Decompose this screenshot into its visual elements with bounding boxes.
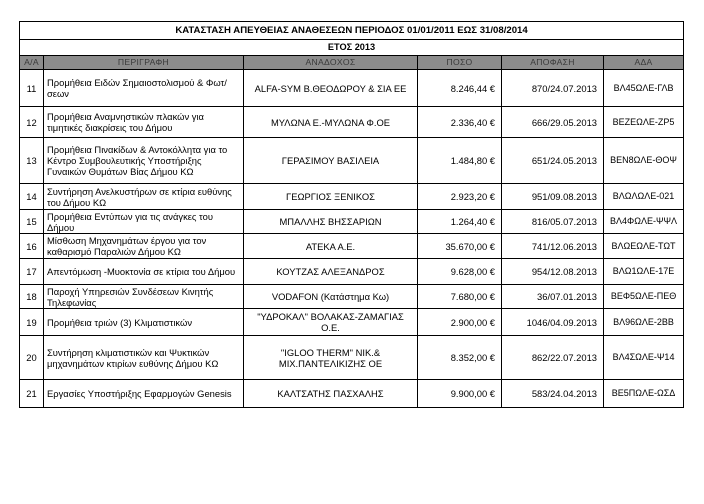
row-description: Προμήθεια τριών (3) Κλιματιστικών (44, 309, 244, 336)
row-ada: ΒΛ4ΦΩΛΕ-ΨΨΛ (604, 210, 684, 234)
header-supplier: ΑΝΑΔΟΧΟΣ (244, 56, 418, 70)
row-supplier: "ΥΔΡΟΚΑΛ" ΒΟΛΑΚΑΣ-ΖΑΜΑΓΙΑΣ Ο.Ε. (244, 309, 418, 336)
row-number: 12 (20, 107, 44, 138)
row-supplier: "IGLOO THERM" ΝΙΚ.& ΜΙΧ.ΠΑΝΤΕΛΙΚΙΖΗΣ ΟΕ (244, 336, 418, 380)
row-amount: 8.352,00 € (418, 336, 502, 380)
row-amount: 9.628,00 € (418, 259, 502, 285)
row-decision: 951/09.08.2013 (502, 184, 604, 210)
header-amount: ΠΟΣΟ (418, 56, 502, 70)
row-ada: ΒΕΖΕΩΛΕ-ΖΡ5 (604, 107, 684, 138)
row-ada: ΒΛΩ1ΩΛΕ-17Ε (604, 259, 684, 285)
row-description: Απεντόμωση -Μυοκτονία σε κτίρια του Δήμου (44, 259, 244, 285)
row-number: 20 (20, 336, 44, 380)
header-ada: ΑΔΑ (604, 56, 684, 70)
row-amount: 2.900,00 € (418, 309, 502, 336)
row-description: Προμήθεια Ειδών Σημαιοστολισμού & Φωτ/σεων (44, 70, 244, 107)
row-number: 15 (20, 210, 44, 234)
row-amount: 8.246,44 € (418, 70, 502, 107)
row-description: Μίσθωση Μηχανημάτων έργου για τον καθαρισμό Παραλιών Δήμου ΚΩ (44, 234, 244, 259)
row-ada: ΒΛΩΕΩΛΕ-ΤΩΤ (604, 234, 684, 259)
row-amount: 9.900,00 € (418, 380, 502, 408)
row-amount: 2.923,20 € (418, 184, 502, 210)
header-row (20, 56, 684, 70)
row-supplier: ΓΕΩΡΓΙΟΣ ΞΕΝΙΚΟΣ (244, 184, 418, 210)
table-row (20, 70, 684, 107)
row-number: 17 (20, 259, 44, 285)
row-description: Προμήθεια Εντύπων για τις ανάγκες του Δήμου (44, 210, 244, 234)
row-amount: 2.336,40 € (418, 107, 502, 138)
row-decision: 862/22.07.2013 (502, 336, 604, 380)
row-supplier: ALFA-SYM Β.ΘΕΟΔΩΡΟΥ & ΣΙΑ ΕΕ (244, 70, 418, 107)
row-description: Προμήθεια Πινακίδων & Αντοκόλλητα για το Κέντρο Συμβουλευτικής Υποστήριξης Γυναικών Θυμάτων Βίας Δήμου ΚΩ (44, 138, 244, 184)
row-ada: ΒΛ96ΩΛΕ-2ΒΒ (604, 309, 684, 336)
row-description: Προμήθεια Αναμνηστικών πλακών για τιμητικές διακρίσεις του Δήμου (44, 107, 244, 138)
awards-sheet (19, 21, 683, 408)
year-row (20, 40, 684, 56)
row-decision: 583/24.04.2013 (502, 380, 604, 408)
header-decision: ΑΠΟΦΑΣΗ (502, 56, 604, 70)
row-number: 21 (20, 380, 44, 408)
row-decision: 954/12.08.2013 (502, 259, 604, 285)
row-description: Παροχή Υπηρεσιών Συνδέσεων Κινητής Τηλεφωνίας (44, 285, 244, 309)
row-supplier: ΜΥΛΩΝΑ Ε.-ΜΥΛΩΝΑ Φ.ΟΕ (244, 107, 418, 138)
row-number: 11 (20, 70, 44, 107)
row-ada: ΒΛ45ΩΛΕ-ΓΛΒ (604, 70, 684, 107)
row-description: Συντήρηση κλιματιστικών και Ψυκτικών μηχανημάτων κτιρίων ευθύνης Δήμου ΚΩ (44, 336, 244, 380)
table-row (20, 285, 684, 309)
row-supplier: ΑΤΕΚΑ Α.Ε. (244, 234, 418, 259)
row-decision: 651/24.05.2013 (502, 138, 604, 184)
title-row (20, 22, 684, 40)
table-row (20, 184, 684, 210)
row-ada: ΒΛ4ΣΩΛΕ-Ψ14 (604, 336, 684, 380)
table-row (20, 336, 684, 380)
row-decision: 816/05.07.2013 (502, 210, 604, 234)
row-ada: ΒΕΝ8ΩΛΕ-ΘΟΨ (604, 138, 684, 184)
header-num: Α/Α (20, 56, 44, 70)
row-supplier: ΚΑΛΤΣΑΤΗΣ ΠΑΣΧΑΛΗΣ (244, 380, 418, 408)
row-supplier: ΚΟΥΤΖΑΣ ΑΛΕΞΑΝΔΡΟΣ (244, 259, 418, 285)
awards-table (19, 21, 684, 408)
table-row (20, 138, 684, 184)
table-row (20, 107, 684, 138)
header-description: ΠΕΡΙΓΡΑΦΗ (44, 56, 244, 70)
row-supplier: ΓΕΡΑΣΙΜΟΥ ΒΑΣΙΛΕΙΑ (244, 138, 418, 184)
table-row (20, 309, 684, 336)
row-description: Συντήρηση Ανελκυστήρων σε κτίρια ευθύνης του Δήμου ΚΩ (44, 184, 244, 210)
row-number: 13 (20, 138, 44, 184)
row-decision: 666/29.05.2013 (502, 107, 604, 138)
row-number: 18 (20, 285, 44, 309)
table-row (20, 380, 684, 408)
row-amount: 1.264,40 € (418, 210, 502, 234)
row-number: 14 (20, 184, 44, 210)
table-row (20, 210, 684, 234)
table-row (20, 234, 684, 259)
year-label: ΕΤΟΣ 2013 (20, 40, 684, 56)
row-ada: ΒΕ5ΠΩΛΕ-ΩΣΔ (604, 380, 684, 408)
row-amount: 1.484,80 € (418, 138, 502, 184)
row-description: Εργασίες Υποστήριξης Εφαρμογών Genesis (44, 380, 244, 408)
row-decision: 36/07.01.2013 (502, 285, 604, 309)
row-ada: ΒΕΦ5ΩΛΕ-ΠΕΘ (604, 285, 684, 309)
row-amount: 35.670,00 € (418, 234, 502, 259)
row-decision: 870/24.07.2013 (502, 70, 604, 107)
row-number: 16 (20, 234, 44, 259)
row-supplier: VODAFON (Κατάστημα Κω) (244, 285, 418, 309)
document-title: ΚΑΤΑΣΤΑΣΗ ΑΠΕΥΘΕΙΑΣ ΑΝΑΘΕΣΕΩΝ ΠΕΡΙΟΔΟΣ 01/01/2011 ΕΩΣ 31/08/2014 (20, 22, 684, 40)
row-decision: 741/12.06.2013 (502, 234, 604, 259)
row-amount: 7.680,00 € (418, 285, 502, 309)
row-supplier: ΜΠΑΛΛΗΣ ΒΗΣΣΑΡΙΩΝ (244, 210, 418, 234)
row-decision: 1046/04.09.2013 (502, 309, 604, 336)
row-ada: ΒΛΩΛΩΛΕ-021 (604, 184, 684, 210)
row-number: 19 (20, 309, 44, 336)
table-row (20, 259, 684, 285)
